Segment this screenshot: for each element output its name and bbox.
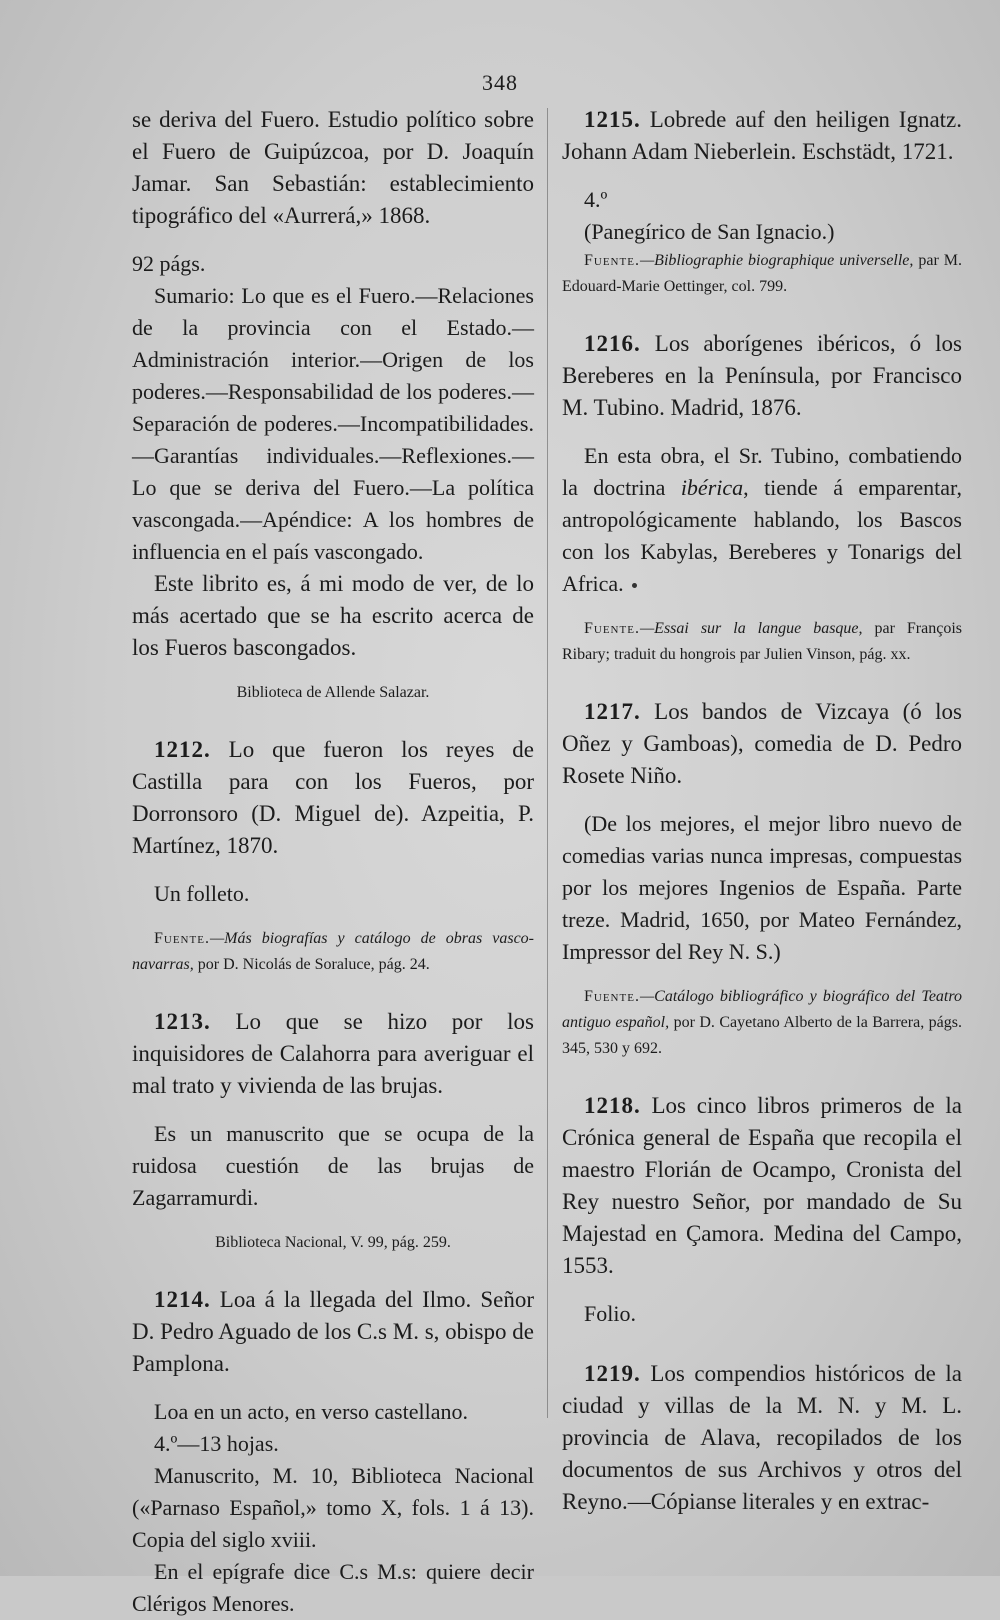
source-work: —Catálogo bibliográfico y biográfico del Teatro antiguo español, xyxy=(562,988,962,1031)
entry-source xyxy=(562,616,962,668)
continued-entry-text: se deriva del Fuero. Estudio político sobre el Fuero de Guipúzcoa, por D. Joaquín Jamar. San Sebastián: establecimiento tipográfico del «Aurrerá,» 1868. xyxy=(132,107,534,228)
continued-entry-summary: Sumario: Lo que es el Fuero.—Relaciones de la provincia con el Estado.—Administración interior.—Origen de los poderes.—Responsabilidad de los poderes.—Separación de poderes.—Incompatibilidades.—Garantías individuales.—Reflexiones.—Lo que se deriva del Fuero.—La política vascongada.—Apéndice: A los hombres de influencia en el país vascongado. xyxy=(132,283,534,564)
entry-1217 xyxy=(562,696,962,1062)
entry-source xyxy=(132,926,534,978)
entry-1212 xyxy=(132,734,534,978)
entry-1214 xyxy=(132,1284,534,1620)
continued-entry-note: Este librito es, á mi modo de ver, de lo más acertado que se ha escrito acerca de los Fueros bascongados. xyxy=(132,571,534,660)
entry-title: Loa á la llegada del Ilmo. Señor D. Pedro Aguado de los C.s M. s, obispo de Pamplona. xyxy=(132,1287,534,1376)
entry-number: 1212. xyxy=(154,737,211,762)
continued-entry-source: Biblioteca de Allende Salazar. xyxy=(236,684,430,701)
entry-description: Un folleto. xyxy=(154,881,250,906)
entry-source xyxy=(562,248,962,300)
entry-number: 1213. xyxy=(154,1009,211,1034)
source-detail: por D. Cayetano Alberto de la Barrera, págs. 345, 530 y 692. xyxy=(562,1014,962,1057)
source-work: —Bibliographie biographique universelle, xyxy=(639,252,914,269)
entry-title: Los compendios históricos de la ciudad y villas de la M. N. y M. L. provincia de Alava, recopilados de los documentos de sus Archivos y otros del Reyno.—Cópianse literales y en extrac- xyxy=(562,1361,962,1514)
entry-source: Biblioteca Nacional, V. 99, pág. 259. xyxy=(215,1234,451,1251)
ink-mark xyxy=(632,583,637,588)
entry-title: Lobrede auf den heiligen Ignatz. Johann Adam Nieberlein. Eschstädt, 1721. xyxy=(562,107,962,164)
entry-description: Es un manuscrito que se ocupa de la ruidosa cuestión de las brujas de Zagarramurdi. xyxy=(132,1121,534,1210)
source-work: —Essai sur la langue basque, xyxy=(639,620,863,637)
entry-format: 4.º xyxy=(584,187,608,212)
source-work: —Más biografías y catálogo de obras vasco-navarras, xyxy=(132,930,534,973)
source-detail: par François Ribary; traduit du hongrois par Julien Vinson, pág. xx. xyxy=(562,620,963,663)
entry-source xyxy=(562,984,962,1062)
entry-number: 1215. xyxy=(584,107,641,132)
entry-1219 xyxy=(562,1358,962,1518)
entry-manuscript: Manuscrito, M. 10, Biblioteca Nacional («Parnaso Español,» tomo X, fols. 1 á 13). Copia del siglo xviii. xyxy=(132,1463,534,1552)
entry-description: Folio. xyxy=(584,1301,636,1326)
entry-description: (Panegírico de San Ignacio.) xyxy=(584,219,835,244)
left-column xyxy=(132,104,534,1620)
right-column xyxy=(562,104,962,1518)
entry-title: Lo que se hizo por los inquisidores de Calahorra para averiguar el mal trato y vivienda de las brujas. xyxy=(132,1009,535,1098)
entry-description: (De los mejores, el mejor libro nuevo de comedias varias nunca impresas, compuestas por los mejores Ingenios de España. Parte treze. Madrid, 1650, por Mateo Fernández, Impressor del Rey N. S.) xyxy=(562,811,962,964)
entry-description: Loa en un acto, en verso castellano. xyxy=(154,1399,468,1424)
entry-format: 4.º—13 hojas. xyxy=(154,1431,279,1456)
entry-number: 1218. xyxy=(584,1093,641,1118)
entry-number: 1217. xyxy=(584,699,641,724)
entry-title: Los aborígenes ibéricos, ó los Bereberes en la Península, por Francisco M. Tubino. Madrid, 1876. xyxy=(562,331,962,420)
entry-title: Lo que fueron los reyes de Castilla para con los Fueros, por Dorronsoro (D. Miguel de). Azpeitia, P. Martínez, 1870. xyxy=(132,737,534,858)
source-label: Fuente. xyxy=(154,930,210,947)
entry-1218 xyxy=(562,1090,962,1330)
source-label: Fuente. xyxy=(584,620,640,637)
entry-1215 xyxy=(562,104,962,300)
entry-number: 1216. xyxy=(584,331,641,356)
entry-note: En el epígrafe dice C.s M.s: quiere decir Clérigos Menores. xyxy=(132,1559,534,1616)
entry-number: 1219. xyxy=(584,1361,641,1386)
entry-description: En esta obra, el Sr. Tubino, combatiendo la doctrina ibérica, tiende á emparentar, antropológicamente hablando, los Bascos con los Kabylas, Bereberes y Tonarigs del Africa. xyxy=(562,443,962,596)
column-divider xyxy=(547,108,548,1418)
entry-number: 1214. xyxy=(154,1287,211,1312)
entry-1216 xyxy=(562,328,962,668)
entry-title: Los bandos de Vizcaya (ó los Oñez y Gamboas), comedia de D. Pedro Rosete Niño. xyxy=(562,699,962,788)
source-detail: par M. Edouard-Marie Oettinger, col. 799. xyxy=(562,252,962,295)
page-number: 348 xyxy=(482,70,518,95)
source-label: Fuente. xyxy=(584,252,640,269)
source-detail: por D. Nicolás de Soraluce, pág. 24. xyxy=(193,956,430,973)
continued-entry-pages: 92 págs. xyxy=(132,251,206,276)
entry-title: Los cinco libros primeros de la Crónica general de España que recopila el maestro Florián de Ocampo, Cronista del Rey nuestro Señor, por mandado de Su Majestad en Çamora. Medina del Campo, 1553. xyxy=(562,1093,962,1278)
source-label: Fuente. xyxy=(584,988,640,1005)
entry-1213 xyxy=(132,1006,534,1256)
